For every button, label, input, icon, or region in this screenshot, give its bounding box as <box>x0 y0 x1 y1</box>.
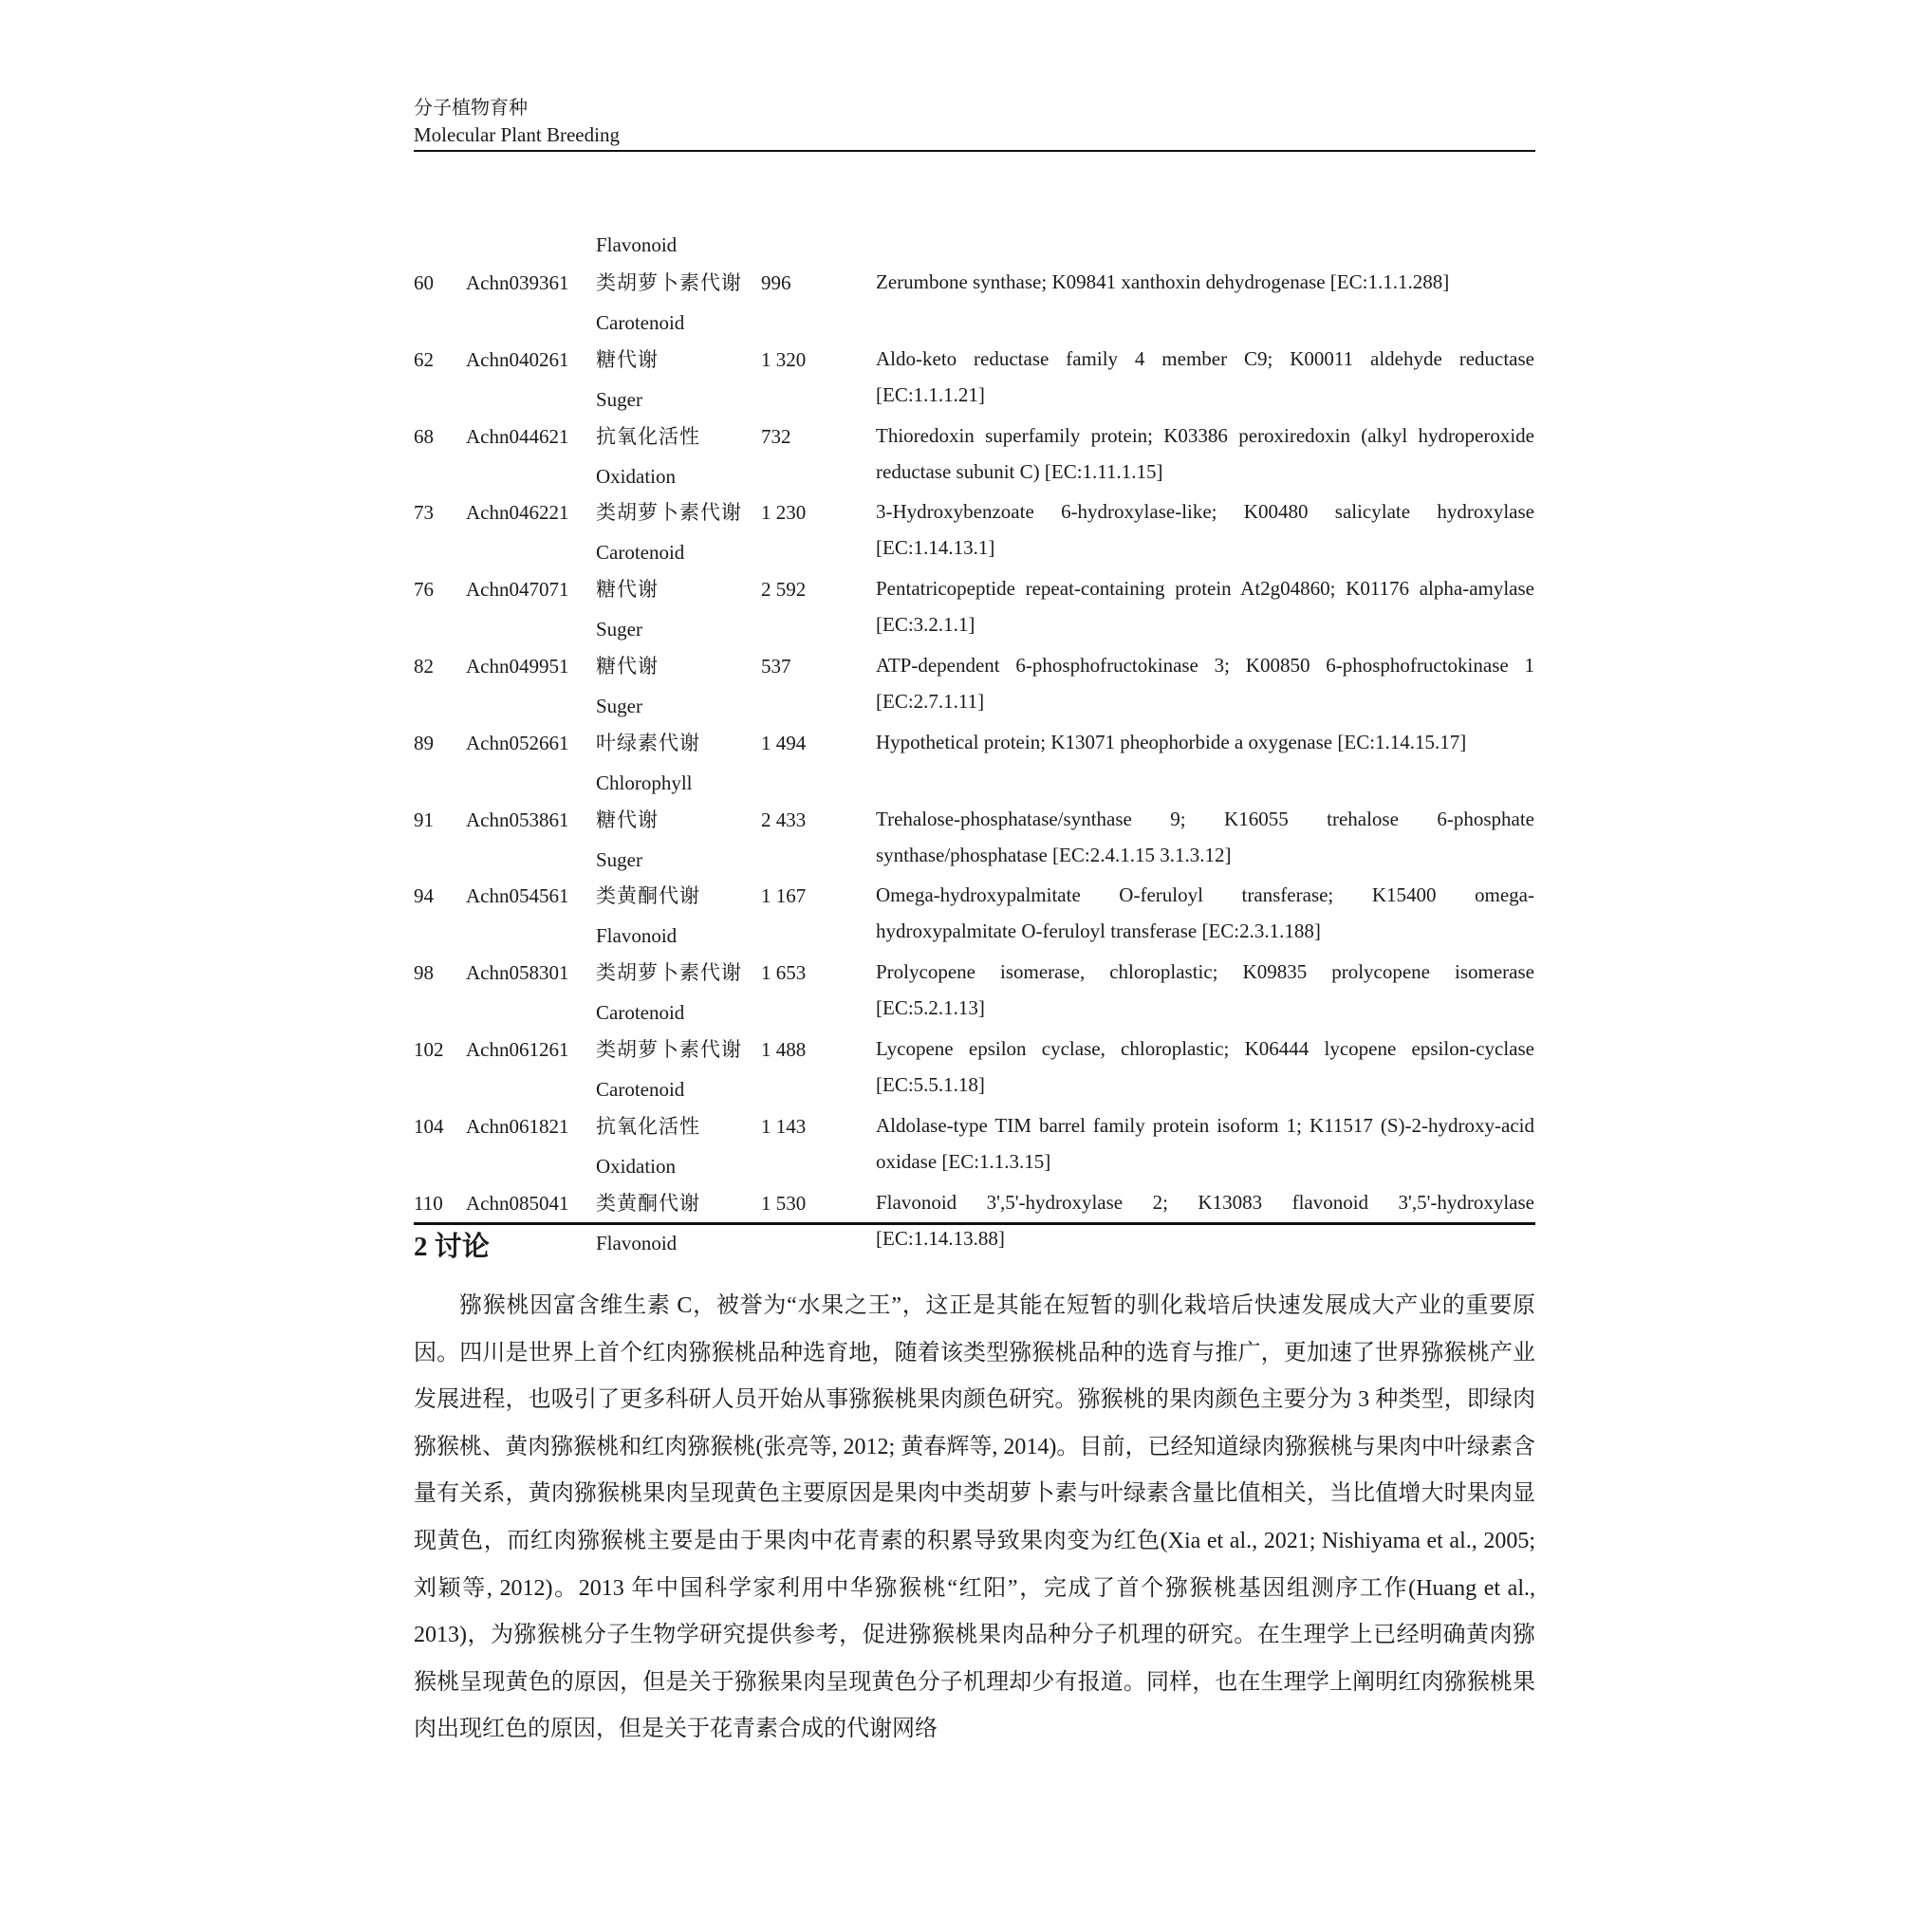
annotation-description: Flavonoid 3',5'-hydroxylase 2; K13083 flavonoid 3',5'-hydroxylase [EC:1.14.13.88] <box>876 1190 1534 1250</box>
annotation-description: Trehalose-phosphatase/synthase 9; K16055 trehalose 6-phosphate synthase/phosphatase [EC:2.4.1.15 3.1.3.12] <box>876 807 1534 866</box>
annotation-description: Thioredoxin superfamily protein; K03386 peroxiredoxin (alkyl hydroperoxide reductase subunit C) [EC:1.11.1.15] <box>876 423 1534 483</box>
sequence-length: 2 433 <box>761 808 807 831</box>
annotation-description: 3-Hydroxybenzoate 6-hydroxylase-like; K00480 salicylate hydroxylase [EC:1.14.13.1] <box>876 500 1534 560</box>
row-number: 110 <box>414 1191 443 1215</box>
category-cn: 糖代谢 <box>596 655 659 678</box>
header-rule <box>414 150 1535 152</box>
table-row <box>414 264 1535 340</box>
table-bottom-rule <box>414 1222 1535 1225</box>
annotation-description: Pentatricopeptide repeat-containing protein At2g04860; K01176 alpha-amylase [EC:3.2.1.1] <box>876 577 1534 637</box>
sequence-length: 1 494 <box>761 731 807 754</box>
category-cn: 糖代谢 <box>596 347 659 371</box>
sequence-length: 1 530 <box>761 1191 807 1215</box>
category-en: Carotenoid <box>596 1001 685 1025</box>
annotation-description: Aldo-keto reductase family 4 member C9; K00011 aldehyde reductase [EC:1.1.1.21] <box>876 346 1534 406</box>
row-number: 68 <box>414 424 434 448</box>
category-en: Carotenoid <box>596 541 685 565</box>
sequence-length: 732 <box>761 424 791 448</box>
sequence-length: 1 488 <box>761 1038 807 1061</box>
category-cn: 糖代谢 <box>596 808 659 831</box>
sequence-length: 1 167 <box>761 884 807 908</box>
category-cn: 抗氧化活性 <box>596 424 700 448</box>
table-row <box>414 493 1535 569</box>
annotation-description: Prolycopene isomerase, chloroplastic; K09835 prolycopene isomerase [EC:5.2.1.13] <box>876 960 1534 1020</box>
category-en: Chlorophyll <box>596 771 693 794</box>
table-row <box>414 341 1535 417</box>
gene-id: Achn044621 <box>466 424 569 448</box>
category-en: Oxidation <box>596 464 676 488</box>
category-en: Oxidation <box>596 1154 676 1178</box>
gene-id: Achn085041 <box>466 1191 569 1215</box>
table-category-continued: Flavonoid <box>596 233 678 256</box>
sequence-length: 1 320 <box>761 347 807 371</box>
category-en: Carotenoid <box>596 1078 685 1101</box>
category-cn: 叶绿素代谢 <box>596 731 700 754</box>
row-number: 76 <box>414 578 434 602</box>
category-en: Suger <box>596 387 642 411</box>
table-row <box>414 1107 1535 1183</box>
annotation-description: Zerumbone synthase; K09841 xanthoxin dehydrogenase [EC:1.1.1.288] <box>876 270 1450 293</box>
gene-id: Achn061821 <box>466 1114 569 1138</box>
row-number: 82 <box>414 655 434 678</box>
sequence-length: 1 143 <box>761 1114 807 1138</box>
table-row <box>414 877 1535 953</box>
table-row <box>414 954 1535 1030</box>
gene-id: Achn052661 <box>466 731 569 754</box>
category-cn: 类胡萝卜素代谢 <box>596 1038 742 1061</box>
row-number: 94 <box>414 884 434 908</box>
annotation-description: ATP-dependent 6-phosphofructokinase 3; K00850 6-phosphofructokinase 1 [EC:2.7.1.11] <box>876 654 1534 713</box>
table-row <box>414 418 1535 493</box>
category-cn: 抗氧化活性 <box>596 1114 700 1138</box>
category-cn: 类胡萝卜素代谢 <box>596 271 742 294</box>
annotation-description: Aldolase-type TIM barrel family protein isoform 1; K11517 (S)-2-hydroxy-acid oxidase [EC:1.1.3.15] <box>876 1113 1534 1173</box>
row-number: 98 <box>414 961 434 985</box>
table-row <box>414 570 1535 646</box>
sequence-length: 1 230 <box>761 501 807 525</box>
sequence-length: 996 <box>761 271 791 294</box>
gene-id: Achn058301 <box>466 961 569 985</box>
row-number: 62 <box>414 347 434 371</box>
category-cn: 类黄酮代谢 <box>596 884 700 908</box>
category-cn: 类黄酮代谢 <box>596 1191 700 1215</box>
row-number: 91 <box>414 808 434 831</box>
category-cn: 类胡萝卜素代谢 <box>596 501 742 525</box>
table-row <box>414 647 1535 723</box>
category-cn: 糖代谢 <box>596 578 659 602</box>
category-en: Suger <box>596 695 642 717</box>
table-row <box>414 1031 1535 1106</box>
row-number: 89 <box>414 731 434 754</box>
table-row <box>414 801 1535 877</box>
journal-title-en: Molecular Plant Breeding <box>414 123 620 146</box>
row-number: 73 <box>414 501 434 525</box>
section-heading: 2 讨论 <box>414 1232 490 1262</box>
journal-title-cn: 分子植物育种 <box>414 98 528 119</box>
gene-id: Achn046221 <box>466 501 569 525</box>
sequence-length: 2 592 <box>761 578 807 602</box>
row-number: 102 <box>414 1038 444 1061</box>
page <box>414 95 1535 1742</box>
table-row <box>414 724 1535 800</box>
sequence-length: 1 653 <box>761 961 807 985</box>
gene-id: Achn054561 <box>466 884 569 908</box>
category-en: Carotenoid <box>596 311 685 334</box>
gene-id: Achn039361 <box>466 271 569 294</box>
gene-id: Achn040261 <box>466 347 569 371</box>
gene-id: Achn053861 <box>466 808 569 831</box>
annotation-description: Lycopene epsilon cyclase, chloroplastic; K06444 lycopene epsilon-cyclase [EC:5.5.1.18] <box>876 1037 1534 1096</box>
annotation-description: Omega-hydroxypalmitate O-feruloyl transferase; K15400 omega-hydroxypalmitate O-feruloyl transferase [EC:2.3.1.188] <box>876 883 1534 943</box>
sequence-length: 537 <box>761 655 791 678</box>
annotation-description: Hypothetical protein; K13071 pheophorbide a oxygenase [EC:1.14.15.17] <box>876 730 1467 753</box>
category-en: Flavonoid <box>596 1231 678 1254</box>
row-number: 104 <box>414 1114 444 1138</box>
gene-id: Achn061261 <box>466 1038 569 1061</box>
category-en: Suger <box>596 847 642 871</box>
body-paragraph: 猕猴桃因富含维生素 C，被誉为“水果之王”，这正是其能在短暂的驯化栽培后快速发展成大产业的重要原因。四川是世界上首个红肉猕猴桃品种选育地，随着该类型猕猴桃品种的选育与推广，更加速了世界猕猴桃产业发展进程，也吸引了更多科研人员开始从事猕猴桃果肉颜色研究。猕猴桃的果肉颜色主要分为 3 种类型，即绿肉猕猴桃、黄肉猕猴桃和红肉猕猴桃(张亮等, 2012; 黄春辉等, 2014)。目前，已经知道绿肉猕猴桃与果肉中叶绿素含量有关系，黄肉猕猴桃果肉呈现黄色主要原因是果肉中类胡萝卜素与叶绿素含量比值相关，当比值增大时果肉显现黄色，而红肉猕猴桃主要是由于果肉中花青素的积累导致果肉变为红色(Xia et al., 2021; Nishiyama et al., 2005; 刘颖等, 2012)。2013 年中国科学家利用中华猕猴桃“红阳”，完成了首个猕猴桃基因组测序工作(Huang et al., 2013)，为猕猴桃分子生物学研究提供参考，促进猕猴桃果肉品种分子机理的研究。在生理学上已经明确黄肉猕猴桃呈现黄色的原因，但是关于猕猴果肉呈现黄色分子机理却少有报道。同样，也在生理学上阐明红肉猕猴桃果肉出现红色的原因，但是关于花青素合成的代谢网络 <box>414 1293 1535 1742</box>
category-cn: 类胡萝卜素代谢 <box>596 961 742 985</box>
gene-id: Achn047071 <box>466 578 569 602</box>
gene-id: Achn049951 <box>466 655 569 678</box>
category-en: Flavonoid <box>596 924 678 948</box>
row-number: 60 <box>414 271 434 294</box>
category-en: Suger <box>596 618 642 641</box>
